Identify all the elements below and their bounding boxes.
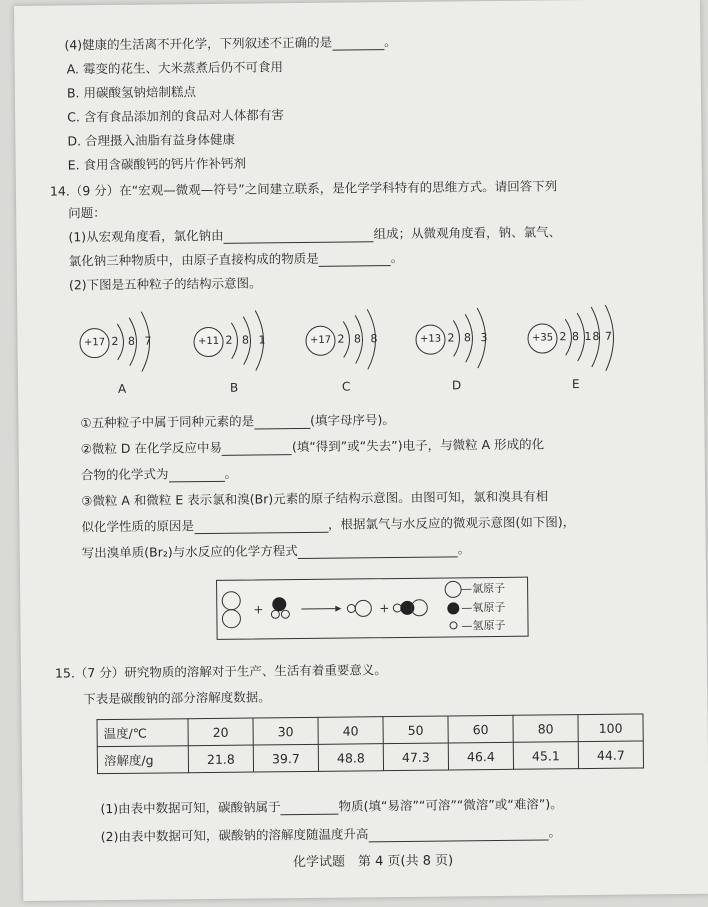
q15-stem: 15.（7 分）研究物质的溶解对于生产、生活有着重要意义。 [54,662,387,681]
electron-counts: 2 8 18 7 [559,329,614,344]
table-cell: 20 [188,718,253,746]
q13-option-d: D. 合理摄入油脂有益身体健康 [67,131,236,149]
answer-blank[interactable] [194,519,328,534]
q15-part1: (1)由表中数据可知，碳酸钠属于 物质(填“易溶”“可溶”“微溶”或“难溶”)。 [100,796,563,817]
electron-counts: 2 8 1 [225,333,269,347]
atom-label-b: B [229,380,239,395]
table-cell: 21.8 [188,745,253,773]
answer-blank[interactable] [224,228,374,244]
q14-part1-cont: 氯化钠三种物质中，由原子直接构成的物质是 。 [68,249,404,269]
q14-sub1: ①五种粒子中属于同种元素的是 (填字母序号)。 [80,412,395,431]
q14-sub2: ②微粒 D 在化学反应中易 (填“得到”或“失去”)电子，与微粒 A 形成的化 [80,436,545,457]
atom-diagram-b [193,308,314,379]
table-row [97,741,643,774]
answer-blank[interactable] [319,252,391,267]
answer-blank[interactable] [298,543,458,559]
q14-sub3-cont2: 写出溴单质(Br₂)与水反应的化学方程式 。 [81,541,471,561]
reaction-diagram [216,577,529,640]
legend-hydrogen: —氢原子 [461,618,506,633]
table-cell: 50 [383,716,448,744]
svg-text:+: + [253,602,264,617]
svg-text:+: + [379,601,390,616]
table-cell: 30 [253,717,318,745]
q15-part2: (2)由表中数据可知，碳酸钠的溶解度随温度升高 。 [100,824,561,845]
q13-option-c: C. 含有食品添加剂的食品对人体都有害 [67,107,284,125]
solubility-table [96,713,644,774]
q13-item4: (4)健康的生活离不开化学，下列叙述不正确的是 。 [64,33,397,53]
atom-label-c: C [341,379,351,394]
table-header: 温度/℃ [97,719,188,747]
atom-diagram-a [79,309,200,380]
q15-intro: 下表是碳酸钠的部分溶解度数据。 [83,689,271,707]
q14-sub3-cont: 似化学性质的原因是 ，根据氯气与水反应的微观示意图(如下图)， [81,514,576,535]
table-cell: 39.7 [253,744,318,772]
legend-oxygen: —氧原子 [461,600,506,615]
legend-chlorine: —氯原子 [461,581,506,596]
table-cell: 46.4 [448,742,513,770]
table-cell: 45.1 [513,742,578,770]
table-cell: 80 [513,715,578,743]
atom-label-d: D [451,378,462,393]
atom-label-e: E [571,377,580,392]
answer-blank[interactable] [368,826,548,842]
q14-sub2-cont: 合物的化学式为 。 [80,465,238,483]
nucleus: +17 [305,326,335,356]
atom-diagram-d [415,306,536,377]
table-cell: 44.7 [578,741,643,769]
q13-option-a: A. 霉变的花生、大米蒸煮后仍不可食用 [66,59,284,77]
q14-part2: (2)下图是五种粒子的结构示意图。 [68,275,262,293]
q14-stem: 14.（9 分）在“宏观—微观—符号”之间建立联系，是化学学科特有的思维方式。请回答下列 [49,178,558,199]
q13-option-e: E. 食用含碳酸钙的钙片作补钙剂 [67,155,247,173]
nucleus: +13 [415,325,445,355]
page-footer: 化学试题 第 4 页(共 8 页) [292,853,454,871]
q14-stem-cont: 问题： [68,205,106,221]
reaction-molecules [217,579,438,639]
electron-counts: 2 8 7 [111,334,155,348]
q13-option-b: B. 用碳酸氢钠焙制糕点 [66,84,197,101]
table-header: 溶解度/g [97,746,188,774]
exam-page [14,0,708,901]
nucleus: +11 [193,327,223,357]
table-cell: 100 [578,714,643,742]
electron-counts: 2 8 3 [447,331,491,345]
q14-part1: (1)从宏观角度看，氯化钠由 组成；从微观角度看，钠、氯气、 [68,224,562,245]
nucleus: +35 [527,323,557,353]
electron-counts: 2 8 8 [337,332,381,346]
answer-blank[interactable] [281,801,339,816]
atom-diagram-e [527,304,678,376]
table-cell: 60 [448,715,513,743]
answer-blank[interactable] [168,468,224,483]
answer-blank[interactable] [222,441,292,456]
table-cell: 47.3 [383,743,448,771]
table-cell: 48.8 [318,744,383,772]
answer-blank[interactable] [254,415,310,430]
table-cell: 40 [318,717,383,745]
atom-diagram-c [305,307,426,378]
nucleus: +17 [79,328,109,358]
q14-sub3: ③微粒 A 和微粒 E 表示氯和溴(Br)元素的原子结构示意图。由图可知，氯和溴具有相 [81,488,549,509]
atom-label-a: A [117,381,127,396]
answer-blank[interactable] [332,36,384,51]
